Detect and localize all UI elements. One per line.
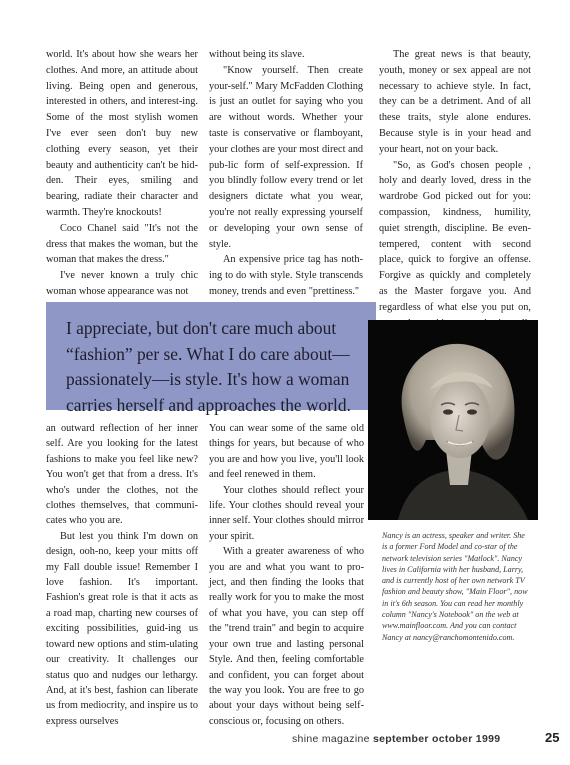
paragraph: an outward reflection of her inner self. Are you looking for the latest fashions to make you feel like new? You won't get that from a dress. It's who's under the clothes, not the clothes themselves, that communi-cates who you are. <box>46 423 198 527</box>
caption-text: Nancy is an actress, speaker and writer. She is a former Ford Model and co-star of the network television series "Matlock". Nancy lives in California with her husband, Larry, and is currently host of her own network TV fashion and beauty show, "Main Floor", now in it's 6th season. You can read her monthly column "Nancy's Notebook" on the web at www.mainfloor.com. And you can contact Nancy at nancy@ranchomontenido.com. <box>382 531 528 642</box>
pull-quote <box>46 302 376 415</box>
paragraph: "Know yourself. Then create your-self." Mary McFadden Clothing is just an outlet for saying who you are without words. Whether your taste is conservative or flamboyant, your clothes are your most direct and pub-lic form of self-expression. If you blindly follow every trend or let designers dictate what you wear, you're not really expressing yourself or developing your own sense of style. <box>209 64 363 250</box>
issue-date: september october 1999 <box>372 733 501 745</box>
column-3-top <box>379 47 531 363</box>
column-1-bottom <box>46 421 198 729</box>
magazine-name: shine magazine <box>292 733 370 745</box>
paragraph: You can wear some of the same old things for years, but because of who you are and how you live, you'll look and feel renewed in them. <box>209 423 364 481</box>
paragraph: But lest you think I'm down on design, ooh-no, keep your mitts off my Fall double issue! Remember I love fashion. It's important. Fashion's great role is that it acts as a road map, charting new courses of exciting possibilities, guid-ing us toward new options and stim-ulating our creativity. It challenges our status quo and nudges our lethargy. And, at it's best, fashion can liberate us from mediocrity, and inspire us to express ourselves <box>46 530 198 727</box>
pull-quote-text: I appreciate, but don't care much about “fashion” per se. What I do care about—passionately—is style. It's how a woman carries herself and approaches the world. <box>66 318 351 415</box>
column-2-top <box>209 47 363 300</box>
photo-caption <box>382 530 532 643</box>
paragraph: world. It's about how she wears her clothes. And more, an attitude about living. Being open and generous, interested in others, and interest-ing. Some of the most stylish women I've ever seen don't buy new clothing every season, yet their beauty and authenticity can't be hid-den. Their eyes, smiling and bearing, radiate their character and warmth. They're knockouts! <box>46 49 198 218</box>
author-photo <box>368 320 538 520</box>
paragraph: An expensive price tag has noth-ing to do with style. Style transcends money, trends and even "prettiness." <box>209 254 363 297</box>
paragraph: With a greater awareness of who you are and what you want to pro-ject, and then finding the looks that really work for you to make the most of what you have, you can step off the "trend train" and begin to acquire your own true and lasting personal Style. And then, feeling comfortable and confident, you can forget about the way you look. You are free to go about your days without being self-conscious or, focusing on others. <box>209 546 364 727</box>
page-number: 25 <box>545 730 560 745</box>
column-2-bottom <box>209 421 364 729</box>
paragraph: without being its slave. <box>209 49 305 60</box>
portrait-image <box>368 320 538 520</box>
paragraph: Coco Chanel said "It's not the dress that makes the woman, but the woman that makes the dress." <box>46 222 198 266</box>
page-footer <box>292 733 542 745</box>
paragraph: The great news is that beauty, youth, money or sex appeal are not necessary to achieve style. In fact, they can be a detriment. And of all these traits, style alone endures. Because style is in your head and your heart, not on your back. <box>379 49 531 155</box>
scripture-quote: "So, as God's chosen people , holy and dearly loved, dress in the wardrobe God picked out for you: compassion, kindness, humility, quiet strength, discipline. Be even-tempered, content with second place, quick to forgive an offense. Forgive as quickly and completely as the Master forgave you. And regardless of what else you put on, <box>379 159 531 313</box>
column-1-top <box>46 47 198 300</box>
paragraph: I've never known a truly chic woman whose appearance was not <box>46 270 198 297</box>
paragraph: Your clothes should reflect your life. Your clothes should reveal your inner self. Your clothes should mirror your spirit. <box>209 484 364 542</box>
